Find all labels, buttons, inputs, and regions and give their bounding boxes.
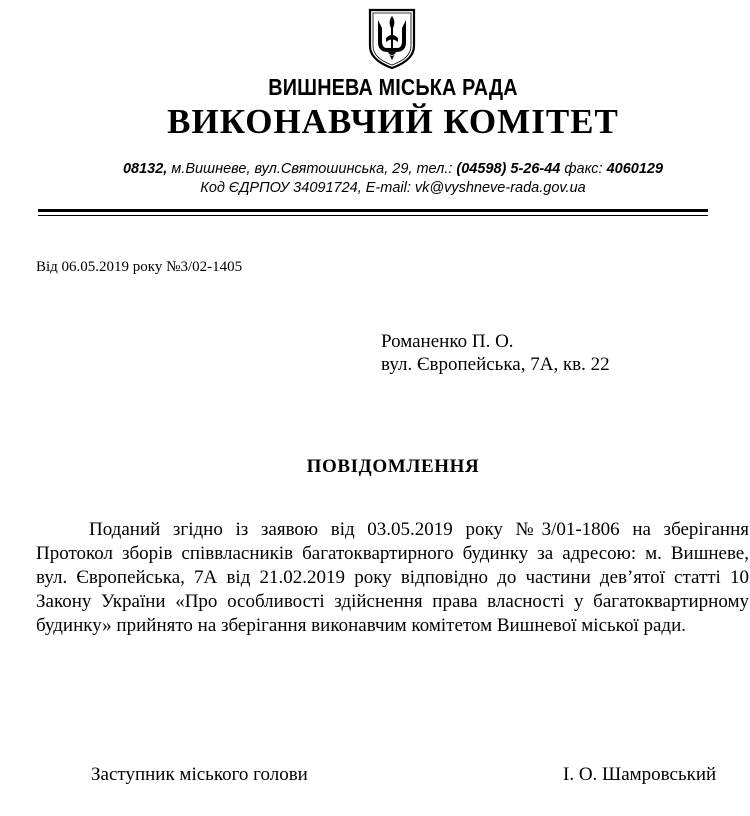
org-name: ВИШНЕВА МІСЬКА РАДА: [268, 74, 518, 100]
signer-name: І. О. Шамровський: [563, 764, 717, 785]
recipient-name: Романенко П. О.: [381, 331, 514, 352]
address-line: [0, 160, 750, 179]
street-address: м.Вишневе, вул.Святошинська, 29, тел.:: [167, 161, 457, 177]
notice-body: Поданий згідно із заявою від 03.05.2019 року №3/01-1806 на зберігання Протокол зборів співвласників багатоквартирного будинку за адресою: м. Вишневе, вул. Європейська, 7А від 21.02.2019 року відповідно до частини дев’ятої статті 10 Закону України «Про особливості здійснення права власності у багатоквартирному будинку» прийнято на зберігання виконавчим комітетом Вишневої міської ради.: [36, 519, 749, 636]
header-divider-thick: [38, 209, 708, 212]
codes-line: Код ЄДРПОУ 34091724, E-mail: vk@vyshneve-rada.gov.ua: [200, 180, 586, 196]
tryzub-coat-of-arms-icon: [367, 8, 417, 70]
recipient-block: [381, 330, 610, 376]
recipient-address: вул. Європейська, 7А, кв. 22: [381, 354, 610, 375]
document-title: ПОВІДОМЛЕННЯ: [306, 456, 480, 477]
committee-title: ВИКОНАВЧИЙ КОМІТЕТ: [167, 102, 619, 141]
phone-number: (04598) 5-26-44: [456, 161, 561, 177]
fax-label: факс:: [560, 161, 607, 177]
postcode: 08132,: [122, 161, 168, 177]
signer-position: Заступник міського голови: [91, 764, 308, 785]
header-divider-thin: [38, 215, 708, 216]
fax-number: 4060129: [606, 161, 664, 177]
contacts-block: [0, 160, 750, 198]
outgoing-reference: Від 06.05.2019 року №3/02-1405: [36, 259, 243, 275]
